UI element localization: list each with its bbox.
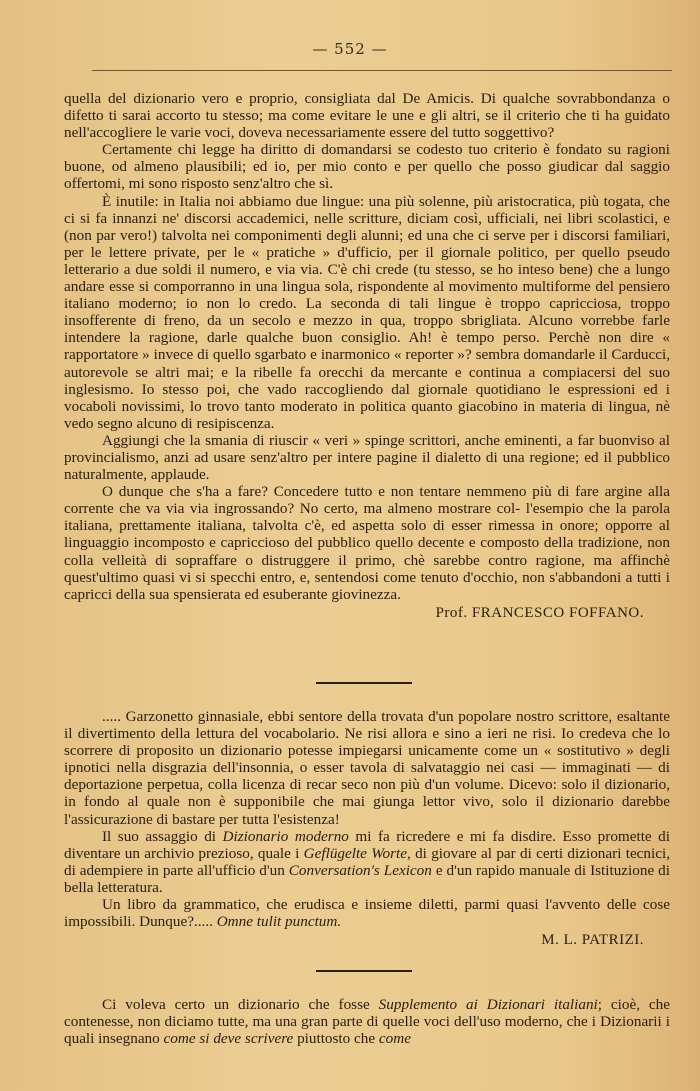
letter-third bbox=[64, 996, 670, 1047]
paragraph: O dunque che s'ha a fare? Concedere tutto e non tentare nemmeno più di fare argine alla corrente che va via via ingrossando? No certo, ma almeno mostrare col- l'esempio che la parola italiana, prettamente italiana, talvolta c'è, ed aspetta solo di esser rimessa in onore; opporre al linguaggio incomposto e capriccioso del pubblico quello decente e composto della tradizione, non colla velleità di sopraffare o distruggere il primo, chè sarebbe contro ragione, ma affinchè quest'ultimo quasi vi si specchi entro, e, sentendosi come tenuto d'occhio, non s'abbandoni a tutti i capricci della sua spensierata ed esuberante giovinezza. bbox=[64, 483, 670, 603]
section-separator bbox=[316, 682, 412, 684]
paragraph bbox=[64, 896, 670, 930]
signature-foffano: Prof. FRANCESCO FOFFANO. bbox=[435, 604, 644, 621]
emphasis: come si deve scrivere bbox=[163, 1030, 294, 1048]
paragraph: ..... Garzonetto ginnasiale, ebbi sentore della trovata d'un popolare nostro scrittore, esaltante il divertimento della lettura del vocabolario. Ne risi allora e sino a ieri ne risi. Io credeva che lo scorrere di proposito un dizionario potesse impiegarsi unicamente come un « sostitutivo » degli ipnotici nella disgrazia dell'insonnia, o esser tavola di salvataggio nei casi — immaginati — di deportazione perpetua, colla licenza di recar seco non più d'un volume. Dicevo: solo il dizionario, in fondo al quale non è supponibile che mai giunga lettor vivo, solo il dizionario darebbe l'assicurazione di bastare per tutta l'esistenza! bbox=[64, 708, 670, 828]
header-rule bbox=[92, 70, 672, 71]
text-run: ; cioè, che contenesse, non diciamo tutte, ma una gran parte di quelle voci dell'uso moderno, che i Dizionarii i quali insegnano bbox=[64, 996, 671, 1048]
paragraph bbox=[64, 828, 670, 896]
book-title: Geflügelte Worte, bbox=[303, 844, 411, 862]
signature-patrizi: M. L. PATRIZI. bbox=[541, 932, 644, 949]
book-title: Supplemento ai Dizionari italiani bbox=[378, 996, 598, 1013]
emphasis: come bbox=[378, 1030, 411, 1048]
text-run: e d'un rapido manuale di Istituzione di bella letteratura. bbox=[64, 861, 670, 896]
paragraph: Certamente chi legge ha diritto di domandarsi se codesto tuo criterio è fondato su ragioni buone, od almeno plausibili; ed io, per mio conto e per quello che posso giudicar dal saggio offertomi, mi sono risposto senz'altro che sì. bbox=[64, 141, 670, 193]
text-run: mi fa ricredere e mi fa disdire. Esso promette di diventare un archivio prezioso, quale i bbox=[64, 827, 670, 862]
paragraph: Aggiungi che la smania di riuscir « veri » spinge scrittori, anche eminenti, a far buonviso al provincialismo, anzi ad usare senz'altro per intere pagine il dialetto di una regione; ed il pubblico naturalmente, applaude. bbox=[64, 431, 670, 484]
paragraph: quella del dizionario vero e proprio, consigliata dal De Amicis. Di qualche sovrabbondanza o difetto ti sarai accorto tu stesso; ma come evitare le une e gli altri, se il criterio che ti ha guidato nell'accogliere le varie voci, doveva necessariamente essere del tutto soggettivo? bbox=[64, 90, 670, 142]
book-title: Conversation's Lexicon bbox=[288, 861, 432, 879]
paragraph bbox=[64, 996, 670, 1047]
text-run: Un libro da grammatico, che erudisca e insieme diletti, parmi quasi l'avvento delle cose impossibili. Dunque?..... bbox=[64, 896, 670, 931]
paragraph: È inutile: in Italia noi abbiamo due lingue: una più solenne, più aristocratica, più togata, che ci si fa innanzi ne' discorsi accademici, nelle scritture, diciam così, ufficiali, nei libri scolastici, e (non par vero!) talvolta nei componimenti degli alunni; ed una che ci serve per i discorsi familiari, per le lettere private, per le « pratiche » d'ufficio, per il giornale politico, per quello pseudo letterario a due soldi il numero, e via via. C'è chi crede (tu stesso, se ho inteso bene) che a lungo andare esse si comporranno in una lingua sola, rispondente al movimento multiforme del pensiero italiano moderno; io non lo credo. La seconda di tali lingue è troppo capricciosa, troppo insofferente di freno, da un secolo e mezzo in qua, troppo sbrigliata. Alcuno vorrebbe farle intendere la ragione, darle qualche buon consiglio. Ah! è tempo perso. Perchè non dire « rapportatore » invece di quello sgarbato e inarmonico « reporter »? sembra domandarle il Carducci, autorevole se altri mai; e la ribelle fa orecchi da mercante e continua a compiacersi del suo inglesismo. Io stesso poi, che vado raccogliendo dal giornale quotidiano le espressioni ed i vocaboli novissimi, lo trovo tanto moderato in politica quanto giacobino in materia di lingua, nè vedo segno alcuno di resipiscenza. bbox=[64, 192, 670, 432]
text-run: Ci voleva certo un dizionario che fosse bbox=[102, 996, 379, 1013]
book-title: Dizionario moderno bbox=[222, 827, 349, 845]
text-run: Il suo assaggio di bbox=[102, 827, 223, 845]
section-separator bbox=[316, 970, 412, 972]
letter-patrizi bbox=[64, 708, 670, 949]
letter-foffano bbox=[64, 90, 670, 622]
text-run: di giovare al par di certi dizionari tecnici, di adempiere in parte all'ufficio d'un bbox=[64, 844, 670, 879]
text-run: piuttosto che bbox=[293, 1030, 379, 1048]
page-number: — 552 — bbox=[312, 40, 388, 58]
latin-quote: Omne tulit punctum. bbox=[216, 913, 342, 931]
